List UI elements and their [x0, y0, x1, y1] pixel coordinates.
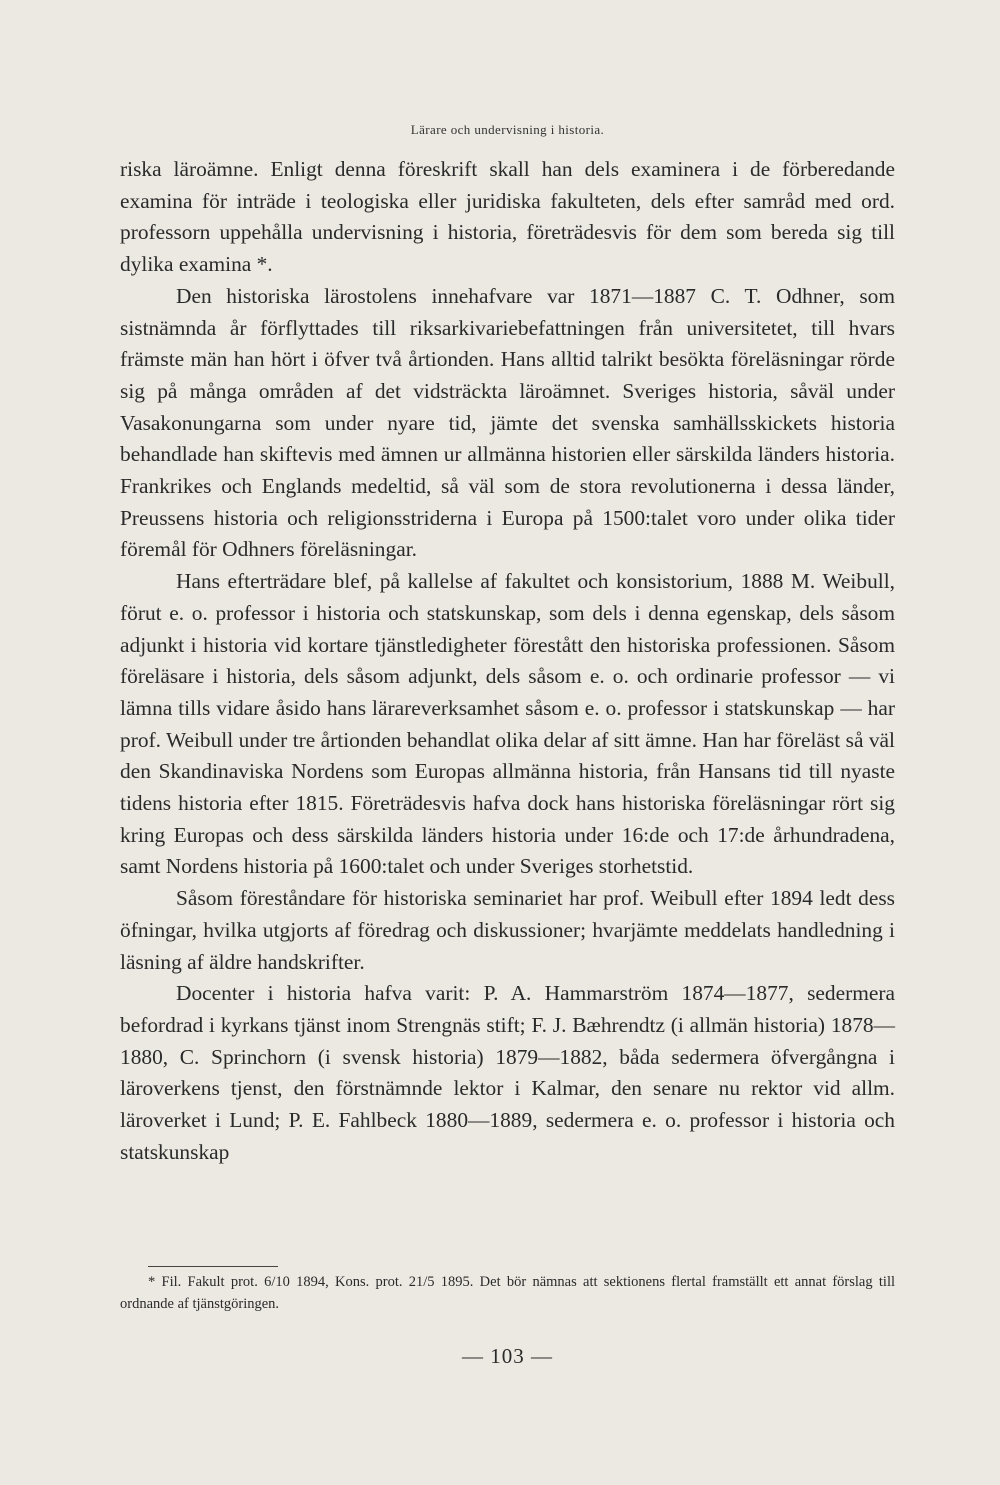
footnote: [120, 1271, 895, 1315]
running-head: Lärare och undervisning i historia.: [410, 122, 605, 137]
paragraph-3: Hans efterträdare blef, på kallelse af fakultet och konsistorium, 1888 M. Weibull, förut e. o. professor i historia och statskunskap, som dels i denna egenskap, dels såsom adjunkt i historia vid kortare tjänstledigheter förestått den historiska professionen. Såsom föreläsare i historia, dels såsom adjunkt, dels såsom e. o. och ordinarie professor — vi lämna tills vidare åsido hans lärareverksamhet såsom e. o. professor i statskunskap — har prof. Weibull under tre årtionden behandlat olika delar af sitt ämne. Han har föreläst så väl den Skandinaviska Nordens som Europas allmänna historia, från Hansans tid till nyaste tidens historia efter 1815. Företrädesvis hafva dock hans historiska föreläsningar rört sig kring Europas och dess särskilda länders historia under 16:de och 17:de århundradena, samt Nordens historia på 1600:talet och under Sveriges storhetstid.: [120, 569, 895, 879]
paragraph-2: Den historiska lärostolens innehafvare var 1871—1887 C. T. Odhner, som sistnämnda år förflyttades till riksarkivariebefattningen från universitetet, till hvars främste män han hört i öfver två årtionden. Hans alltid talrikt besökta föreläsningar rörde sig på många områden af det vidsträckta läroämnet. Sveriges historia, såväl under Vasakonungarna som under nyare tid, jämte det svenska samhällsskickets historia behandlade han skiftevis med ämnen ur allmänna historien eller särskilda länders historia. Frankrikes och Englands medeltid, så väl som de stora revolutionerna i dessa länder, Preussens historia och religionsstriderna i Europa på 1500:talet voro under olika tider föremål för Odhners föreläsningar.: [120, 283, 895, 562]
paragraph-4: Såsom föreståndare för historiska seminariet har prof. Weibull efter 1894 ledt dess öfningar, hvilka utgjorts af föredrag och diskussioner; hvarjämte meddelats handledning i läsning af äldre handskrifter.: [120, 886, 895, 974]
body-text: [120, 154, 895, 1169]
book-page: [120, 0, 895, 1485]
paragraph-1: riska läroämne. Enligt denna föreskrift skall han dels examinera i de förberedande examina för inträde i teologiska eller juridiska fakulteten, dels efter samråd med ord. professorn uppehålla undervisning i historia, företrädesvis för dem som bereda sig till dylika examina *.: [120, 157, 895, 277]
footnote-rule: [148, 1266, 278, 1267]
paragraph-5: Docenter i historia hafva varit: P. A. Hammarström 1874—1877, sedermera befordrad i kyrkans tjänst inom Strengnäs stift; F. J. Bæhrendtz (i allmän historia) 1878—1880, C. Sprinchorn (i svensk historia) 1879—1882, båda sedermera öfvergångna i läroverkens tjenst, den förstnämnde lektor i Kalmar, den senare nu rektor vid allm. läroverket i Lund; P. E. Fahlbeck 1880—1889, sedermera e. o. professor i historia och statskunskap: [120, 981, 895, 1164]
page-number: — 103 —: [462, 1344, 553, 1368]
footnote-text: * Fil. Fakult prot. 6/10 1894, Kons. prot. 21/5 1895. Det bör nämnas att sektionens flertal framställt ett annat förslag till ordnande af tjänstgöringen.: [120, 1274, 895, 1312]
